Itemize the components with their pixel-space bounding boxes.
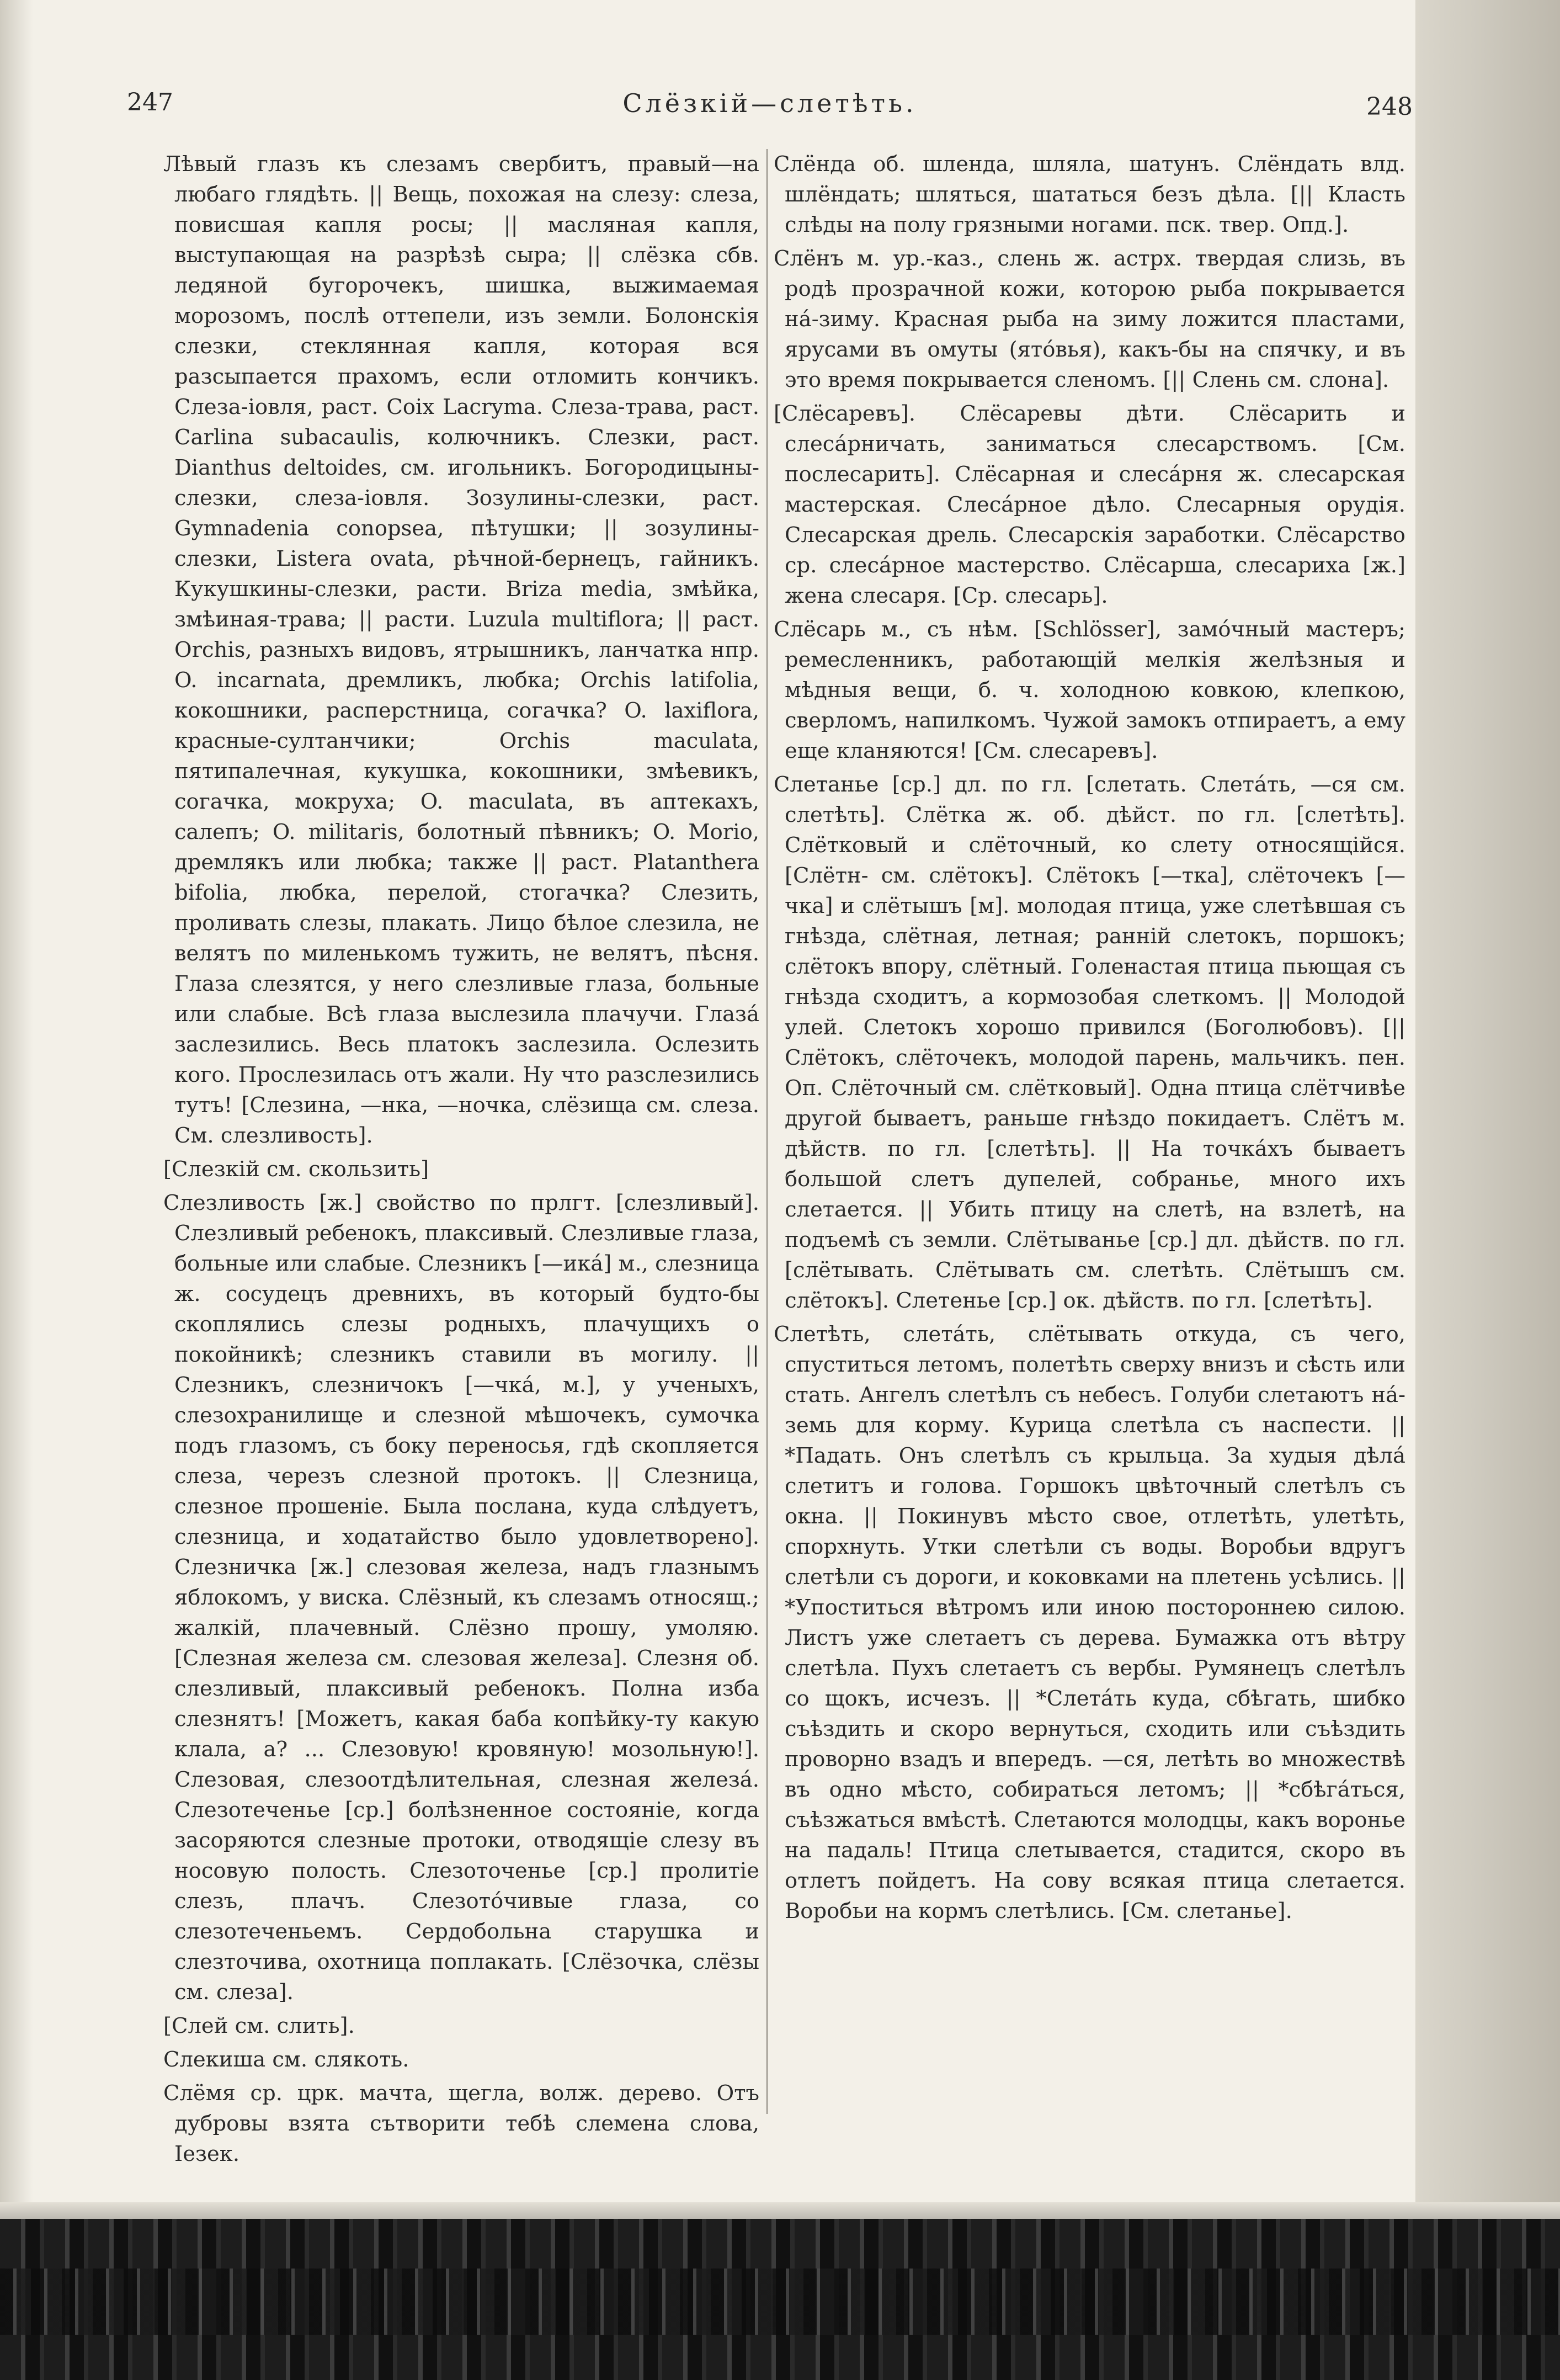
- dictionary-entry: Слёнда об. шленда, шляла, шатунъ. Слёндать влд. шлёндать; шляться, шататься безъ дѣла. [|| Класть слѣды на полу грязными ногами. пск. твер. Опд.].: [774, 152, 1405, 237]
- dictionary-entry: [Слей см. слить].: [163, 2014, 355, 2038]
- dictionary-entry: [Слезкій см. скользить]: [163, 1157, 429, 1182]
- dictionary-entry: Слетѣть, слетáть, слётывать откуда, съ чего, спуститься летомъ, полетѣть сверху внизъ и сѣсть или стать. Ангелъ слетѣлъ съ небесъ. Голуби слетаютъ нá-земь для корму. Курица слетѣла съ наспести. || *Падать. Онъ слетѣлъ съ крыльца. За худыя дѣлá слетитъ и голова. Горшокъ цвѣточный слетѣлъ съ окна. || Покинувъ мѣсто свое, отлетѣть, улетѣть, спорхнуть. Утки слетѣли съ воды. Воробьи вдругъ слетѣли съ дороги, и коковками на плетень усѣлись. || *Упоститься вѣтромъ или иною постороннею силою. Листъ уже слетаетъ съ дерева. Бумажка отъ вѣтру слетѣла. Пухъ слетаетъ съ вербы. Румянецъ слетѣлъ со щокъ, исчезъ. || *Слетáть куда, сбѣгать, шибко съѣздить и скоро вернуться, сходить или съѣздить проворно взадъ и впередъ. —ся, летѣть во множествѣ въ одно мѣсто, собираться летомъ; || *сбѣгáться, съѣзжаться вмѣстѣ. Слетаются молодцы, какъ воронье на падаль! Птица слетывается, стадится, скоро въ отлетъ пойдетъ. На сову всякая птица слетается. Воробьи на кормъ слетѣлись. [См. слетанье].: [774, 1322, 1405, 1924]
- page-number-right: 248: [1366, 93, 1413, 121]
- dictionary-entry: Слекиша см. слякоть.: [163, 2047, 409, 2072]
- dictionary-entry: Слезливость [ж.] свойство по прлгт. [слезливый]. Слезливый ребенокъ, плаксивый. Слезливые глаза, больные или слабые. Слезникъ [—икá] м., слезница ж. сосудецъ древнихъ, въ который будто-бы скоплялись слезы родныхъ, плачущихъ о покойникѣ; слезникъ ставили въ могилу. || Слезникъ, слезничокъ [—чкá, м.], у ученыхъ, слезохранилище и слезной мѣшочекъ, сумочка подъ глазомъ, съ боку переносья, гдѣ скопляется слеза, черезъ слезной протокъ. || Слезница, слезное прошеніе. Была послана, куда слѣдуетъ, слезница, и ходатайство было удовлетворено]. Слезничка [ж.] слезовая железа, надъ глазнымъ яблокомъ, у виска. Слёзный, къ слезамъ относящ.; жалкій, плачевный. Слёзно прошу, умоляю. [Слезная железа см. слезовая железа]. Слезня об. слезливый, плаксивый ребенокъ. Полна изба слезнятъ! [Можетъ, какая баба копѣйку-ту какую клала, а? ... Слезовую! кровяную! мозольную!]. Слезовая, слезоотдѣлительная, слезная железá. Слезотеченье [ср.] болѣзненное состояніе, когда засоряются слезные протоки, отводящіе слезу въ носовую полость. Слезоточенье [ср.] пролитіе слезъ, плачъ. Слезотóчивые глаза, со слезотеченьемъ. Сердобольна старушка и слезточива, охотница поплакать. [Слёзочка, слёзы см. слеза].: [163, 1191, 759, 2005]
- scanner-background-texture: [0, 2269, 1560, 2335]
- page-gutter: [0, 0, 33, 2380]
- right-column: [774, 149, 1405, 1930]
- dictionary-entry: Лѣвый глазъ къ слезамъ свербитъ, правый—на любаго глядѣть. || Вещь, похожая на слезу: слеза, повисшая капля росы; || масляная капля, выступающая на разрѣзѣ сыра; || слёзка сбв. ледяной бугорочекъ, шишка, выжимаемая морозомъ, послѣ оттепели, изъ земли. Болонскія слезки, стеклянная капля, которая вся разсыпается прахомъ, если отломить кончикъ. Слеза-іовля, раст. Coix Lacryma. Слеза-трава, раст. Carlina subacaulis, колючникъ. Слезки, раст. Dianthus deltoides, см. игольникъ. Богородицыны-слезки, слеза-іовля. Зозулины-слезки, раст. Gymnadenia conopsea, пѣтушки; || зозулины-слезки, Listera ovata, рѣчной-бернецъ, гайникъ. Кукушкины-слезки, расти. Briza media, змѣйка, змѣиная-трава; || расти. Luzula multiflora; || раст. Orchis, разныхъ видовъ, ятрышникъ, ланчатка нпр. O. incarnata, дремликъ, любка; Orchis latifolia, кокошники, расперстница, согачка? O. laxiflora, красные-султанчики; Orchis maculata, пятипалечная, кукушка, кокошники, змѣевикъ, согачка, мокруха; O. maculata, въ аптекахъ, салепъ; O. militaris, болотный пѣвникъ; O. Morio, дремлякъ или любка; также || раст. Platanthera bifolia, любка, перелой, стогачка? Слезить, проливать слезы, плакать. Лицо бѣлое слезила, не велятъ по миленькомъ тужить, не велятъ, пѣсня. Глаза слезятся, у него слезливые глаза, больные или слабые. Всѣ глаза выслезила плачучи. Глазá заслезились. Весь платокъ заслезила. Ослезить кого. Прослезилась отъ жали. Ну что разслезились тутъ! [Слезина, —нка, —ночка, слёзища см. слеза. См. слезливость].: [163, 152, 759, 1148]
- dictionary-entry: Слёсарь м., съ нѣм. [Schlösser], замóчный мастеръ; ремесленникъ, работающій мелкія желѣзныя и мѣдныя вещи, б. ч. холодною ковкою, клепкою, сверломъ, напилкомъ. Чужой замокъ отпираетъ, а ему еще кланяются! [См. слесаревъ].: [774, 617, 1405, 763]
- running-title: Слёзкій—слетѣть.: [622, 88, 917, 118]
- left-column: [163, 149, 759, 2172]
- dictionary-entry: Слёмя ср. црк. мачта, щегла, волж. дерево. Отъ дубровы взята сътворити тебѣ слемена слова, Іезек.: [163, 2081, 759, 2166]
- page-number-left: 247: [127, 88, 173, 116]
- page-header: [127, 88, 1413, 132]
- page-bottom-edge: [0, 2202, 1560, 2219]
- next-page-edge: [1415, 0, 1560, 2380]
- dictionary-entry: Слёнъ м. ур.-каз., слень ж. астрх. твердая слизь, въ родѣ прозрачной кожи, которою рыба покрывается нá-зиму. Красная рыба на зиму ложится пластами, ярусами въ омуты (ятóвья), какъ-бы на спячку, и въ это время покрывается сленомъ. [|| Слень см. слона].: [774, 246, 1405, 392]
- dictionary-entry: Слетанье [ср.] дл. по гл. [слетать. Слетáть, —ся см. слетѣть]. Слётка ж. об. дѣйст. по гл. [слетѣть]. Слётковый и слёточный, ко слету относящійся. [Слётн- см. слётокъ]. Слётокъ [—тка], слёточекъ [—чка] и слётышъ [м]. молодая птица, уже слетѣвшая съ гнѣзда, слётная, летная; раннiй слетокъ, поршокъ; слётокъ впору, слётный. Голенастая птица пьющая съ гнѣзда сходитъ, а кормозобая слеткомъ. || Молодой улей. Слетокъ хорошо привился (Боголюбовъ). [|| Слётокъ, слёточекъ, молодой парень, мальчикъ. пен. Оп. Слёточный см. слётковый]. Одна птица слётчивѣе другой бываетъ, раньше гнѣздо покидаетъ. Слётъ м. дѣйств. по гл. [слетѣть]. || На точкáхъ бываетъ большой слетъ дупелей, собранье, много ихъ слетается. || Убить птицу на слетѣ, на взлетѣ, на подъемѣ съ земли. Слётыванье [ср.] дл. дѣйств. по гл. [слётывать. Слётывать см. слетѣть. Слётышъ см. слётокъ]. Слетенье [ср.] ок. дѣйств. по гл. [слетѣть].: [774, 772, 1405, 1313]
- column-divider: [766, 149, 768, 2114]
- dictionary-entry: [Слёсаревъ]. Слёсаревы дѣти. Слёсарить и слесáрничать, заниматься слесарствомъ. [См. послесарить]. Слёсарная и слесáрня ж. слесарская мастерская. Слесáрное дѣло. Слесарныя орудія. Слесарская дрель. Слесарскія заработки. Слёсарство ср. слесáрное мастерство. Слёсарша, слесариха [ж.] жена слесаря. [Ср. слесарь].: [774, 401, 1405, 608]
